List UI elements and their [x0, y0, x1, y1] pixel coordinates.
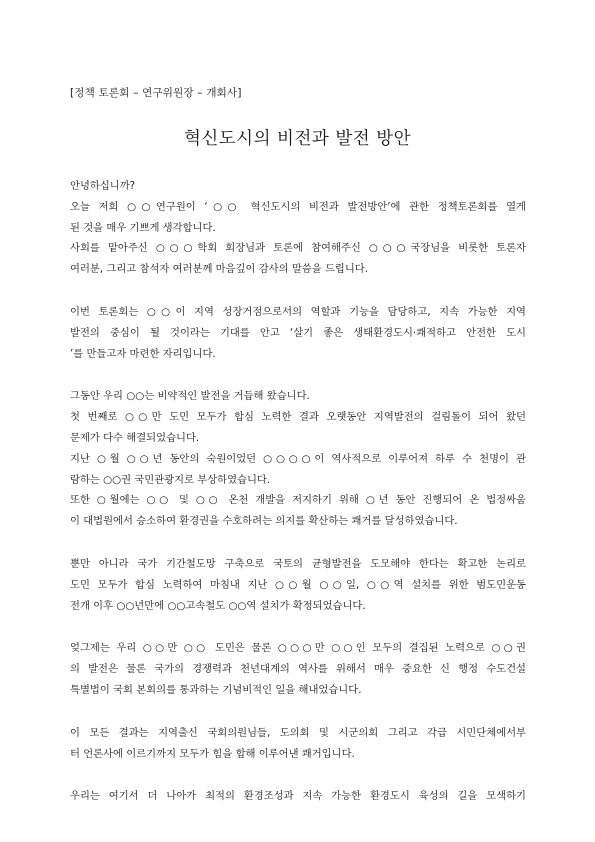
- paragraph-line: 도민 모두가 합심 노력하여 마침내 지난 ○○월 ○○일, ○○역 설치를 위한 범도민운동: [70, 578, 526, 591]
- paragraph-line: 터 언론사에 이르기까지 모두가 힘을 합해 이루어낸 쾌거입니다.: [70, 747, 355, 760]
- paragraph-line: 이번 토론회는 ○○이 지역 성장거점으로서의 역할과 기능을 담당하고, 지속 가능한 지역: [70, 305, 526, 318]
- paragraph-line: 된 것을 매우 기쁘게 생각합니다.: [70, 221, 216, 234]
- paragraph-line: 뿐만 아니라 국가 기간철도망 구축으로 국토의 균형발전을 도모해야 한다는 확고한 논리로: [70, 557, 526, 570]
- paragraph-line: 오늘 저희 ○○연구원이 ‘○○ 혁신도시의 비전과 발전방안’에 관한 정책토론회를 열게: [70, 200, 526, 213]
- paragraph-line: 우리는 여기서 더 나아가 최적의 환경조성과 지속 가능한 환경도시 육성의 길을 모색하기: [70, 790, 526, 803]
- paragraph-thanks: [70, 723, 526, 765]
- paragraph-purpose: [70, 302, 526, 364]
- paragraph-line: 발전의 중심이 될 것이라는 기대를 안고 ‘살기 좋은 생태환경도시·쾌적하고 안전한 도시: [70, 326, 526, 339]
- paragraph-achievements: [70, 386, 526, 532]
- paragraph-line: 안녕하십니까?: [70, 180, 136, 192]
- paragraph-line: 엊그제는 우리 ○○만 ○○ 도민은 물론 ○○○만 ○○인 모두의 결집된 노력으로 ○○권: [70, 642, 526, 655]
- paragraph-line: 그동안 우리 ○○는 비약적인 발전을 거듭해 왔습니다.: [70, 390, 310, 403]
- paragraph-line: 람하는 ○○권 국민관광지로 부상하였습니다.: [70, 473, 271, 486]
- document-body: [70, 176, 526, 829]
- paragraph-line: 이 대법원에서 승소하여 환경권을 수호하려는 의지를 확산하는 쾌거를 달성하였습니다.: [70, 515, 458, 528]
- paragraph-railway: [70, 554, 526, 616]
- paragraph-line: 사회를 맡아주신 ○○○학회 회장님과 토론에 참여해주신 ○○○국장님을 비롯한 토론자: [70, 242, 526, 255]
- paragraph-line: ’를 만들고자 마련한 자리입니다.: [70, 347, 216, 360]
- paragraph-line: 여러분, 그리고 참석자 여러분께 마음깊이 감사의 말씀을 드립니다.: [70, 263, 369, 276]
- paragraph-line: 문제가 다수 해결되었습니다.: [70, 431, 200, 444]
- paragraph-line: 전개 이후 ○○년만에 ○○고속철도 ○○역 설치가 확정되었습니다.: [70, 599, 366, 612]
- paragraph-line: 의 발전은 물론 국가의 경쟁력과 천년대계의 역사를 위해서 매우 중요한 신 행정 수도건설: [70, 663, 526, 676]
- document-header-tag: [정책 토론회 – 연구위원장 – 개회사]: [70, 87, 242, 99]
- paragraph-capital-law: [70, 638, 526, 700]
- paragraph-line: 첫 번째로 ○○만 도민 모두가 합심 노력한 결과 오랫동안 지역발전의 걸림돌이 되어 왔던: [70, 411, 526, 424]
- paragraph-line: 특별법이 국회 본회의를 통과하는 기념비적인 일을 해내었습니다.: [70, 683, 362, 696]
- paragraph-greeting: [70, 176, 526, 280]
- paragraph-future: [70, 786, 526, 807]
- paragraph-line: 지난 ○월 ○○년 동안의 숙원이었던 ○○○○이 역사적으로 이루어져 하루 수 천명이 관: [70, 452, 526, 465]
- document-title: 혁신도시의 비전과 발전 방안: [183, 129, 412, 149]
- paragraph-line: 또한 ○월에는 ○○ 및 ○○ 온천 개발을 저지하기 위해 ○년 동안 진행되어 온 법정싸움: [70, 494, 526, 507]
- paragraph-line: 이 모든 결과는 지역출신 국회의원님들, 도의회 및 시군의회 그리고 각급 시민단체에서부: [70, 726, 526, 739]
